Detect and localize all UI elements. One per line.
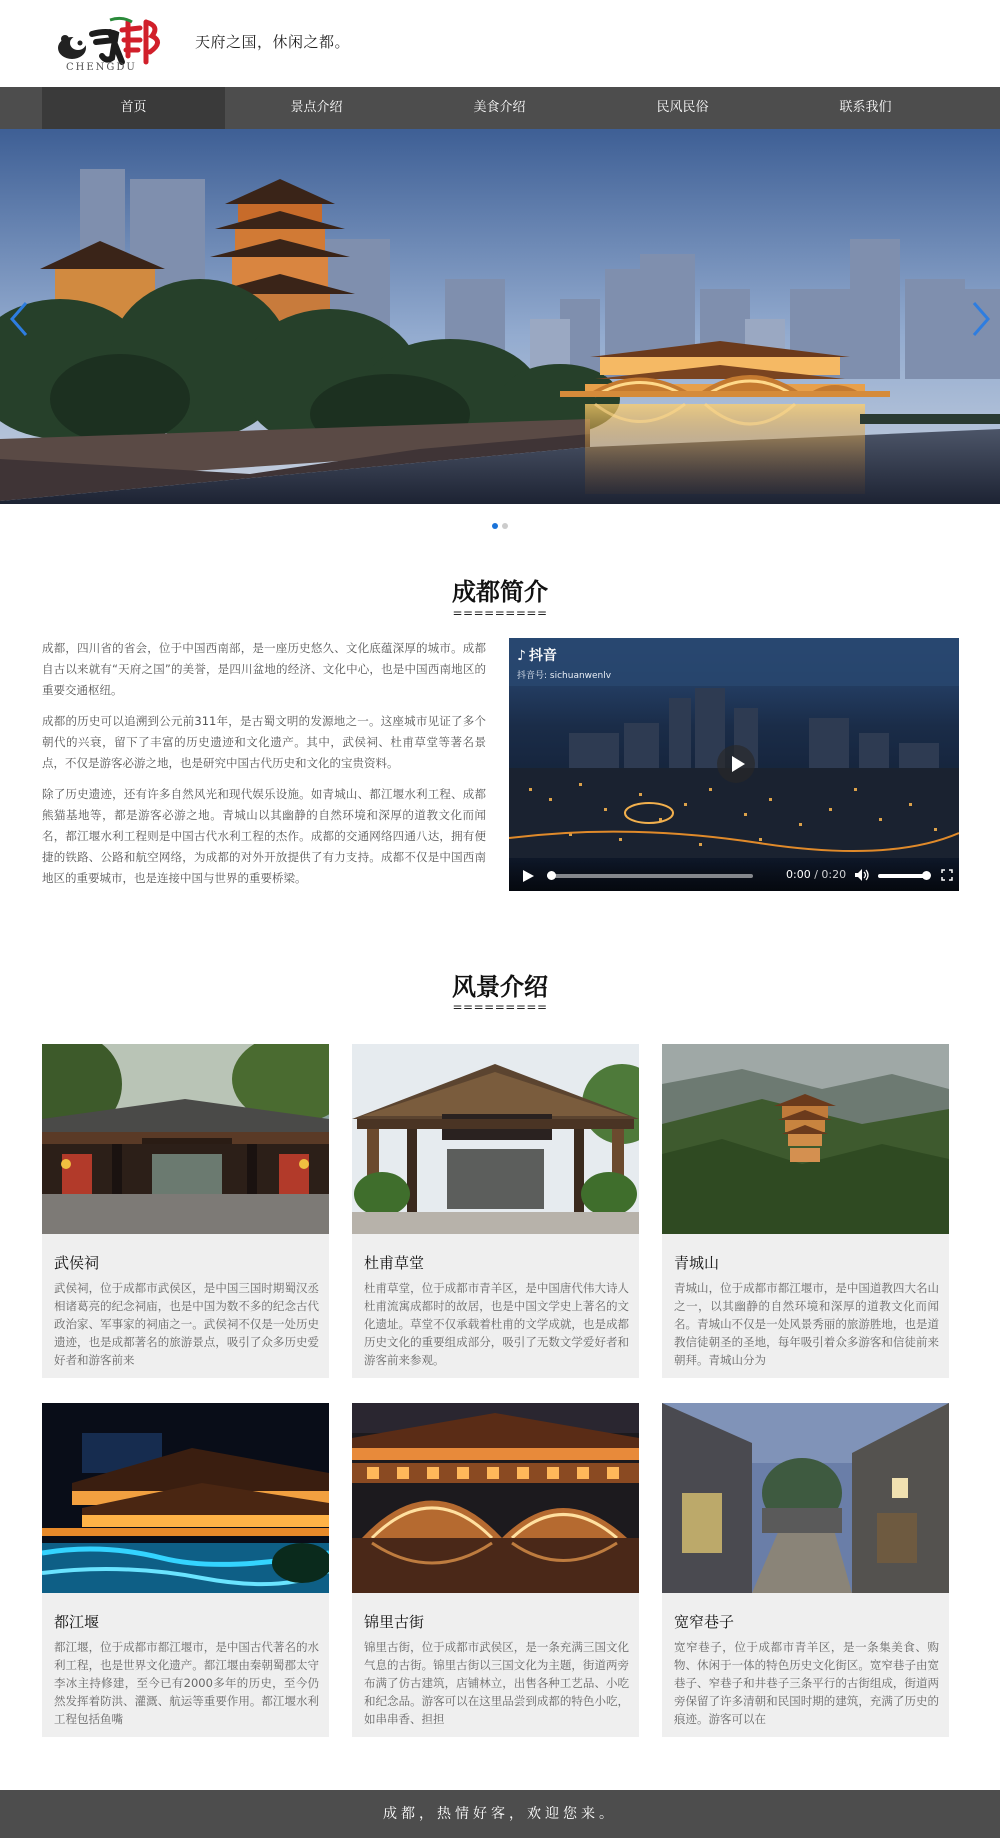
scenery-card-dujiangyan[interactable] xyxy=(42,1403,329,1737)
card-title: 青城山 xyxy=(674,1254,720,1272)
nav-item-home[interactable]: 首页 xyxy=(42,87,225,129)
scenery-card-jinli[interactable] xyxy=(352,1403,639,1737)
douyin-brand xyxy=(517,645,557,665)
carousel-pagination xyxy=(0,514,1000,522)
carousel-dot-2[interactable] xyxy=(502,523,508,529)
carousel-next-button[interactable] xyxy=(968,299,994,339)
card-title: 锦里古街 xyxy=(364,1613,425,1631)
intro-paragraph: 成都的历史可以追溯到公元前311年，是古蜀文明的发源地之一。这座城市见证了多个朝代的兴衰，留下了丰富的历史遗迹和文化遗产。其中，武侯祠、杜甫草堂等著名景点，不仅是游客必游之地，也是研究中国古代历史和文化的宝贵资料。 xyxy=(42,714,486,770)
jinli-street-image xyxy=(352,1403,639,1593)
dujiangyan-image xyxy=(42,1403,329,1593)
play-icon[interactable] xyxy=(521,869,535,883)
volume-slider[interactable] xyxy=(878,874,926,878)
volume-slider-thumb[interactable] xyxy=(922,871,931,880)
scenery-title: 风景介绍 xyxy=(452,973,548,1001)
fullscreen-icon[interactable] xyxy=(941,869,953,881)
main-nav xyxy=(0,87,1000,129)
video-time-separator: / xyxy=(814,868,818,881)
intro-text xyxy=(42,638,486,899)
carousel-dot-1[interactable] xyxy=(492,523,498,529)
intro-title-underline: ========= xyxy=(452,606,548,620)
scenery-card-wuhou[interactable] xyxy=(42,1044,329,1378)
hero-image-anshun-bridge xyxy=(0,129,1000,504)
card-description: 锦里古街，位于成都市武侯区，是一条充满三国文化气息的古街。锦里古街以三国文化为主题，街道两旁布满了仿古建筑，店铺林立，出售各种工艺品、小吃和纪念品。游客可以在这里品尝到成都的特色小吃，如串串香、担担 xyxy=(364,1640,629,1726)
card-description: 杜甫草堂，位于成都市青羊区，是中国唐代伟大诗人杜甫流寓成都时的故居，也是中国文学史上著名的文化遗址。草堂不仅承载着杜甫的文学成就，也是成都历史文化的重要组成部分，吸引了无数文学爱好者和游客前来参观。 xyxy=(364,1281,629,1367)
card-description: 武侯祠，位于成都市武侯区，是中国三国时期蜀汉丞相诸葛亮的纪念祠庙，也是中国为数不多的纪念古代政治家、军事家的祠庙之一。武侯祠不仅是一处历史遗迹，也是成都著名的旅游景点，吸引了众多历史爱好者和游客前来 xyxy=(54,1281,319,1367)
dufu-cottage-image xyxy=(352,1044,639,1234)
scenery-card-qingcheng[interactable] xyxy=(662,1044,949,1378)
carousel-prev-button[interactable] xyxy=(6,299,32,339)
video-current-time: 0:00 xyxy=(786,868,811,881)
play-icon xyxy=(717,745,755,783)
douyin-account: 抖音号: sichuanwenlv xyxy=(517,671,612,681)
video-progress-bar[interactable] xyxy=(547,874,753,878)
site-slogan: 天府之国，休闲之都。 xyxy=(195,33,351,51)
card-title: 宽窄巷子 xyxy=(674,1613,735,1631)
qingcheng-mountain-image xyxy=(662,1044,949,1234)
intro-video-player[interactable] xyxy=(509,638,959,891)
intro-title: 成都简介 xyxy=(452,578,548,606)
douyin-brand-label: 抖音 xyxy=(528,648,557,664)
wuhou-temple-image xyxy=(42,1044,329,1234)
video-duration: 0:20 xyxy=(821,868,847,881)
card-description: 都江堰，位于成都市都江堰市，是中国古代著名的水利工程，也是世界文化遗产。都江堰由秦朝蜀郡太守李冰主持修建，至今已有2000多年的历史，至今仍然发挥着防洪、灌溉、航运等重要作用。都江堰水利工程包括鱼嘴 xyxy=(54,1640,319,1726)
video-controls xyxy=(509,859,959,891)
kuanzhai-alley-image xyxy=(662,1403,949,1593)
scenery-card-dufu[interactable] xyxy=(352,1044,639,1378)
intro-paragraph: 除了历史遗迹，还有许多自然风光和现代娱乐设施。如青城山、都江堰水利工程、成都熊猫基地等，都是游客必游之地。青城山以其幽静的自然环境和深厚的道教文化而闻名，都江堰水利工程则是中国古代水利工程的杰作。成都的交通网络四通八达，拥有便捷的铁路、公路和航空网络，为成都的对外开放提供了有力支持。成都不仅是中国西南地区的重要城市，也是连接中国与世界的重要桥梁。 xyxy=(42,787,486,885)
nav-item-food[interactable]: 美食介绍 xyxy=(473,100,526,115)
site-header xyxy=(0,0,1000,87)
footer-text: 成都，热情好客，欢迎您来。 xyxy=(383,1806,617,1822)
nav-item-customs[interactable]: 民风民俗 xyxy=(656,100,709,115)
volume-icon[interactable] xyxy=(854,868,870,882)
card-description: 宽窄巷子，位于成都市青羊区，是一条集美食、购物、休闲于一体的特色历史文化街区。宽窄巷子由宽巷子、窄巷子和井巷子三条平行的古街组成，街道两旁保留了许多清朝和民国时期的建筑，充满了历史的痕迹。游客可以在 xyxy=(674,1640,939,1726)
scenery-title-underline: ========= xyxy=(452,1000,548,1014)
douyin-icon: ♪ xyxy=(517,648,526,664)
site-footer xyxy=(0,1790,1000,1838)
video-play-overlay-button[interactable] xyxy=(717,745,755,783)
scenery-card-kuanzhai[interactable] xyxy=(662,1403,949,1737)
nav-item-contact[interactable]: 联系我们 xyxy=(839,100,892,115)
logo-subtext: CHENGDU xyxy=(66,62,137,73)
chevron-left-icon xyxy=(6,299,32,339)
card-title: 杜甫草堂 xyxy=(364,1254,425,1272)
card-description: 青城山，位于成都市都江堰市，是中国道教四大名山之一，以其幽静的自然环境和深厚的道教文化而闻名。青城山不仅是一处风景秀丽的旅游胜地，也是道教信徒朝圣的圣地，每年吸引着众多游客和信徒前来朝拜。青城山分为 xyxy=(674,1281,939,1367)
intro-paragraph: 成都，四川省的省会，位于中国西南部，是一座历史悠久、文化底蕴深厚的城市。成都自古以来就有“天府之国”的美誉，是四川盆地的经济、文化中心，也是中国西南地区的重要交通枢纽。 xyxy=(42,641,486,697)
chengdu-logo[interactable] xyxy=(52,12,170,76)
nav-item-attractions[interactable]: 景点介绍 xyxy=(290,100,343,115)
chevron-right-icon xyxy=(968,299,994,339)
card-title: 都江堰 xyxy=(54,1613,100,1631)
video-progress-thumb[interactable] xyxy=(547,871,556,880)
video-time xyxy=(786,868,846,881)
hero-carousel[interactable] xyxy=(0,129,1000,504)
card-title: 武侯祠 xyxy=(54,1254,100,1272)
